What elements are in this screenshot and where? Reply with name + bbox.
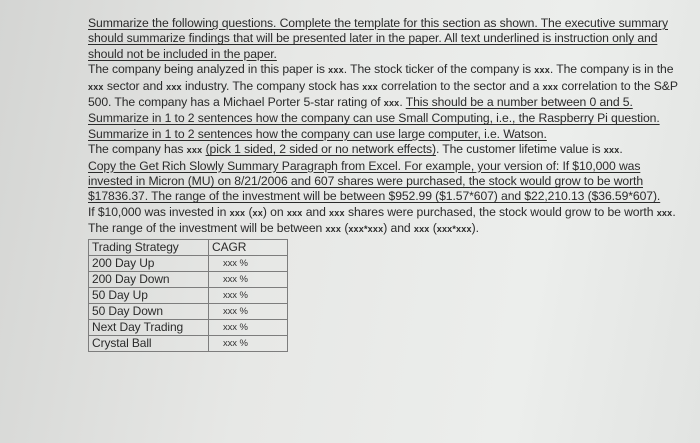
placeholder: xxx: [383, 98, 400, 109]
text: (: [429, 221, 437, 236]
porter-rating-instruction: This should be a number between 0 and 5.: [405, 95, 633, 110]
table-row: [89, 287, 288, 303]
network-effects-instruction: (pick 1 sided, 2 sided or no network effects): [205, 142, 436, 157]
placeholder: xx: [252, 207, 263, 218]
text: industry. The company stock has: [181, 78, 363, 93]
text: The company being analyzed in this paper is: [88, 62, 329, 77]
network-effects-paragraph: [88, 142, 680, 158]
text: . The customer lifetime value is: [435, 142, 604, 157]
placeholder: xxx: [362, 81, 378, 92]
table-row: [89, 255, 288, 271]
placeholder: xxx*xxx: [436, 224, 472, 235]
header-trading-strategy: Trading Strategy: [89, 239, 209, 255]
get-rich-slowly-instruction: Copy the Get Rich Slowly Summary Paragraph from Excel. For example, your version of: If $10,000 was invested in Micron (MU) on 8/21/2006 and 607 shares were purchased, the stock would grow to be worth $17836.37. The range of the investment will be between $952.99 ($1.57*607) and $22,210.13 ($36.59*607).: [88, 158, 661, 204]
placeholder: xxx: [542, 81, 559, 92]
table-row: [89, 271, 288, 287]
text: correlation to the sector and a: [377, 78, 543, 93]
placeholder: xxx: [413, 224, 430, 235]
text: .: [619, 142, 623, 157]
text: The company has: [88, 142, 187, 157]
placeholder: xxx: [88, 81, 104, 92]
table-header-row: [89, 239, 288, 255]
strategy-cell: 200 Day Up: [89, 255, 209, 271]
table-row: [89, 319, 288, 335]
placeholder: xxx: [328, 65, 344, 76]
cagr-cell: xxx %: [209, 335, 288, 351]
cagr-cell: xxx %: [209, 255, 288, 271]
cagr-cell: xxx %: [209, 319, 288, 335]
placeholder: xxx: [186, 145, 203, 156]
placeholder: xxx: [325, 224, 342, 235]
placeholder: xxx: [286, 207, 303, 218]
table-row: [89, 335, 288, 351]
placeholder: xxx: [656, 207, 673, 218]
text: . The company is in the: [549, 62, 674, 77]
text: shares were purchased, the stock would grow to be worth: [344, 204, 657, 219]
investment-paragraph: [88, 205, 680, 238]
strategy-cell: Crystal Ball: [89, 335, 209, 351]
text: . The range of the investment will be between: [88, 204, 676, 236]
trading-strategy-table: [88, 239, 288, 352]
company-summary-paragraph: [88, 62, 680, 111]
strategy-cell: 200 Day Down: [89, 271, 209, 287]
cagr-cell: xxx %: [209, 303, 288, 319]
strategy-cell: 50 Day Down: [89, 303, 209, 319]
text: ) and: [383, 221, 414, 236]
text: (: [341, 221, 349, 236]
placeholder: xxx: [166, 81, 182, 92]
header-cagr: CAGR: [209, 239, 288, 255]
document-body: [88, 16, 680, 352]
placeholder: xxx: [229, 207, 246, 218]
strategy-cell: 50 Day Up: [89, 287, 209, 303]
placeholder: xxx: [603, 145, 620, 156]
text: correlation to the S&P 500. The company has a Michael Porter 5-star rating of: [88, 78, 678, 110]
intro-instruction: Summarize the following questions. Complete the template for this section as shown. The executive summary should summarize findings that will be presented later in the paper. All text underlined is instruction only and should not be included in the paper.: [88, 16, 668, 61]
placeholder: xxx: [534, 65, 550, 76]
computing-instruction: Summarize in 1 to 2 sentences how the company can use Small Computing, i.e., the Raspberry Pi question. Summarize in 1 to 2 sentences how the company can use large computer, i.e. Watson.: [88, 111, 660, 141]
table-row: [89, 303, 288, 319]
cagr-cell: xxx %: [209, 287, 288, 303]
text: ).: [471, 221, 479, 236]
text: sector and: [103, 78, 167, 93]
strategy-cell: Next Day Trading: [89, 319, 209, 335]
placeholder: xxx*xxx: [348, 224, 384, 235]
text: If $10,000 was invested in: [88, 204, 230, 219]
text: (: [245, 204, 253, 219]
cagr-cell: xxx %: [209, 271, 288, 287]
text: and: [302, 204, 330, 219]
text: . The stock ticker of the company is: [343, 62, 535, 77]
text: ) on: [262, 204, 287, 219]
text: .: [399, 95, 406, 110]
placeholder: xxx: [329, 207, 345, 218]
